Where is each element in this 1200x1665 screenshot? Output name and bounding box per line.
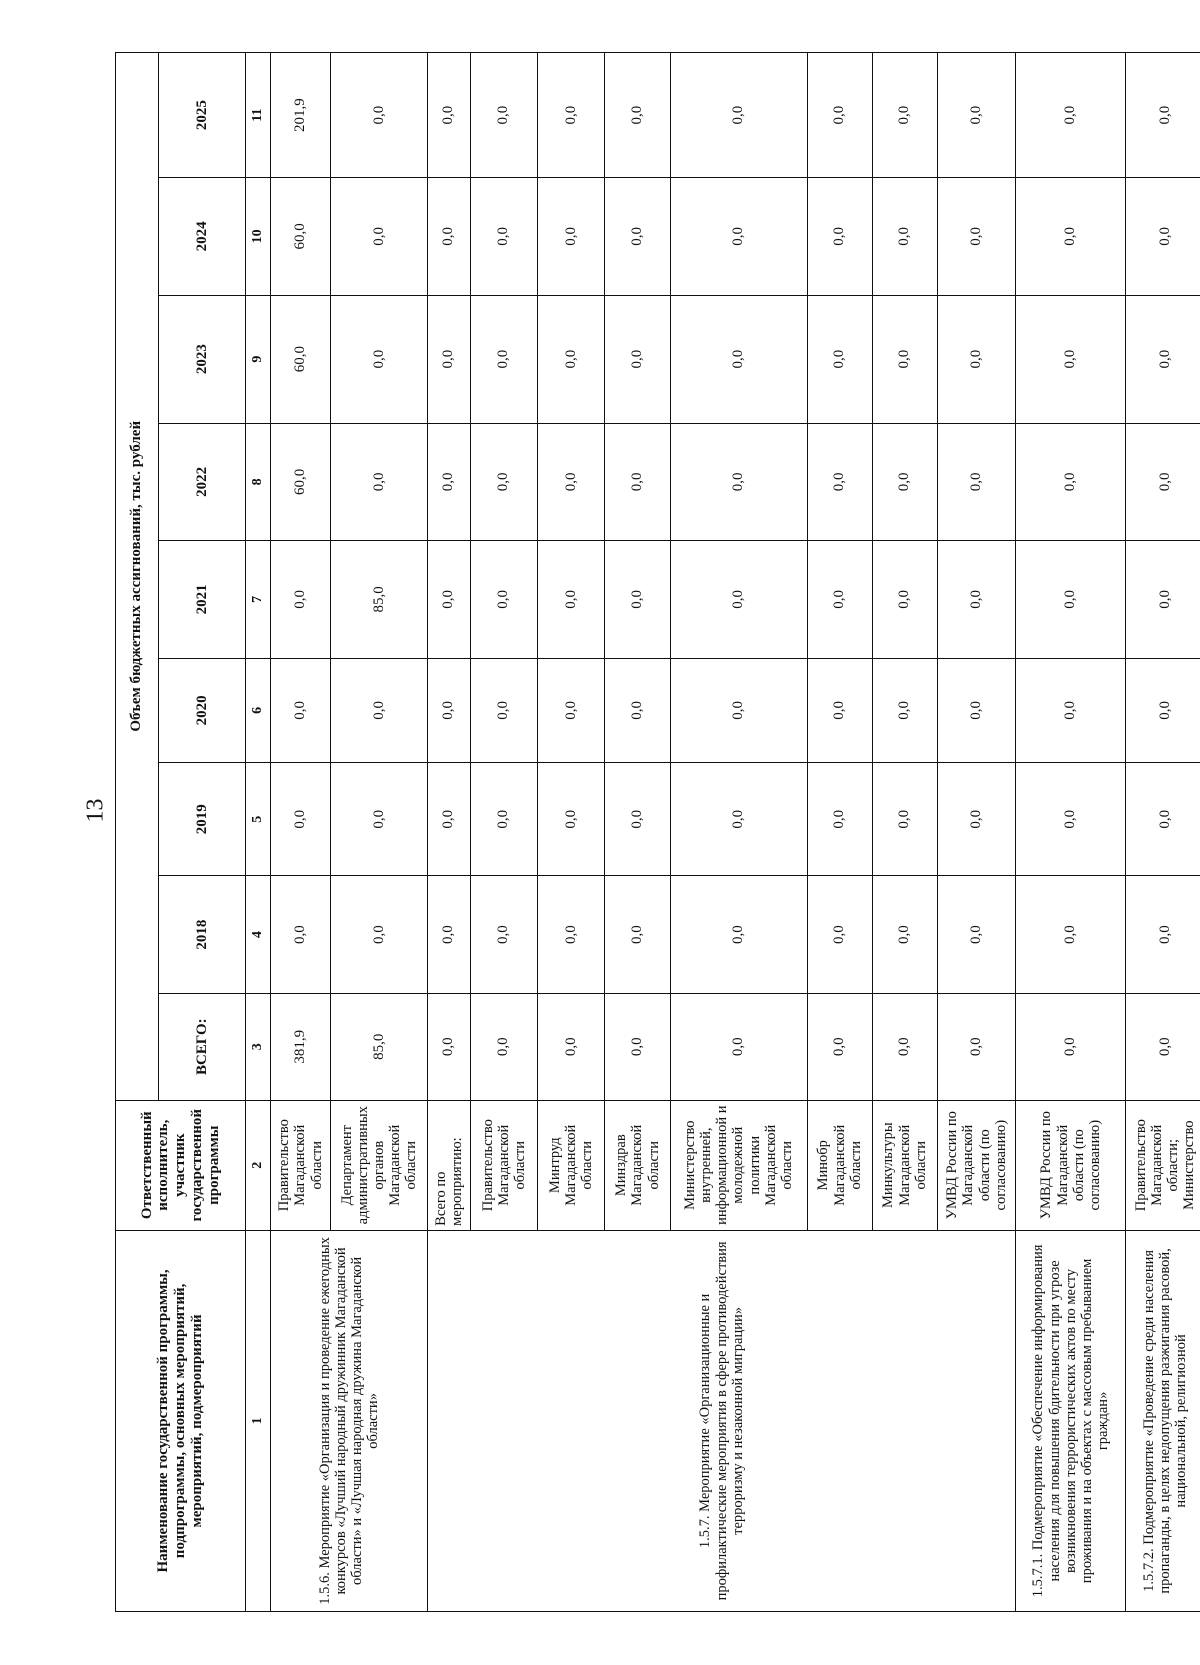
row-executor: Департамент административных органов Магаданской области	[331, 1100, 428, 1230]
header-year: 2023	[158, 295, 246, 423]
row-value: 0,0	[428, 658, 471, 763]
row-value: 0,0	[605, 295, 670, 423]
row-value: 0,0	[807, 763, 872, 876]
row-value: 0,0	[872, 993, 937, 1100]
row-executor: УМВД России по Магаданской области (по согласованию)	[1016, 1100, 1126, 1230]
row-executor: Всего по мероприятию:	[428, 1100, 471, 1230]
column-number: 9	[246, 295, 271, 423]
row-value: 0,0	[670, 993, 807, 1100]
row-value: 0,0	[470, 295, 537, 423]
row-value: 0,0	[331, 763, 428, 876]
row-value: 0,0	[270, 876, 330, 993]
row-value: 0,0	[1126, 876, 1200, 993]
row-executor: Минкультуры Магаданской области	[872, 1100, 937, 1230]
row-value: 0,0	[270, 763, 330, 876]
row-value: 0,0	[670, 876, 807, 993]
row-value: 0,0	[670, 763, 807, 876]
row-value: 0,0	[937, 658, 1016, 763]
row-value: 0,0	[1016, 993, 1126, 1100]
row-value: 0,0	[872, 178, 937, 295]
row-value: 0,0	[670, 541, 807, 658]
row-value: 0,0	[538, 993, 605, 1100]
table-row	[428, 53, 471, 1612]
column-number: 2	[246, 1100, 271, 1230]
row-executor: УМВД России по Магаданской области (по согласованию)	[937, 1100, 1016, 1230]
row-value: 0,0	[605, 763, 670, 876]
row-value: 0,0	[1126, 423, 1200, 540]
header-budget-group: Объем бюджетных ассигнований, тыс. рублей	[116, 53, 159, 1101]
row-value: 0,0	[807, 993, 872, 1100]
row-executor: Минобр Магаданской области	[807, 1100, 872, 1230]
row-value: 0,0	[1016, 423, 1126, 540]
row-value: 0,0	[605, 178, 670, 295]
row-value: 0,0	[807, 541, 872, 658]
row-value: 0,0	[807, 658, 872, 763]
row-value: 0,0	[331, 178, 428, 295]
row-value: 0,0	[807, 53, 872, 178]
row-value: 0,0	[270, 541, 330, 658]
row-value: 0,0	[331, 423, 428, 540]
table-row	[270, 53, 330, 1612]
row-value: 0,0	[872, 763, 937, 876]
column-number: 7	[246, 541, 271, 658]
row-value: 0,0	[807, 423, 872, 540]
row-value: 0,0	[1126, 993, 1200, 1100]
column-number: 5	[246, 763, 271, 876]
row-value: 0,0	[428, 423, 471, 540]
row-value: 0,0	[1016, 876, 1126, 993]
row-value: 85,0	[331, 993, 428, 1100]
row-name: 1.5.6. Мероприятие «Организация и проведение ежегодных конкурсов «Лучший народный дружинник Магаданской области» и «Лучшая народная дружина Магаданской области»	[270, 1230, 427, 1611]
row-name: 1.5.7. Мероприятие «Организационные и профилактические мероприятия в сфере противодействия терроризму и незаконной миграции»	[428, 1230, 1016, 1611]
row-value: 0,0	[605, 53, 670, 178]
row-value: 0,0	[807, 178, 872, 295]
budget-table	[115, 52, 1200, 1612]
row-value: 0,0	[1126, 658, 1200, 763]
row-value: 0,0	[1016, 658, 1126, 763]
column-number: 6	[246, 658, 271, 763]
row-value: 0,0	[1016, 53, 1126, 178]
row-value: 0,0	[331, 53, 428, 178]
row-value: 0,0	[937, 178, 1016, 295]
row-value: 0,0	[1126, 53, 1200, 178]
row-value: 0,0	[470, 423, 537, 540]
row-value: 0,0	[670, 658, 807, 763]
row-value: 0,0	[428, 178, 471, 295]
row-value: 0,0	[470, 876, 537, 993]
row-value: 0,0	[538, 876, 605, 993]
row-value: 0,0	[1126, 541, 1200, 658]
row-value: 0,0	[331, 295, 428, 423]
row-value: 0,0	[428, 53, 471, 178]
row-value: 0,0	[470, 763, 537, 876]
row-value: 0,0	[1016, 541, 1126, 658]
column-number: 4	[246, 876, 271, 993]
row-value: 0,0	[1126, 295, 1200, 423]
row-value: 0,0	[937, 763, 1016, 876]
rotated-table-container	[115, 52, 1200, 1612]
header-year: 2021	[158, 541, 246, 658]
row-value: 0,0	[937, 53, 1016, 178]
row-value: 0,0	[331, 876, 428, 993]
row-value: 0,0	[807, 295, 872, 423]
row-value: 0,0	[605, 876, 670, 993]
row-value: 60,0	[270, 295, 330, 423]
row-value: 0,0	[872, 423, 937, 540]
row-value: 0,0	[1126, 763, 1200, 876]
row-executor: Правительство Магаданской области; Министерство	[1126, 1100, 1200, 1230]
row-name: 1.5.7.1. Подмероприятие «Обеспечение информирования населения для повышения бдительности при угрозе возникновения террористических актов по месту проживания и на объектах с массовым пребыванием граждан»	[1016, 1230, 1126, 1611]
row-value: 0,0	[428, 541, 471, 658]
row-value: 0,0	[538, 178, 605, 295]
row-value: 0,0	[1016, 178, 1126, 295]
column-number: 1	[246, 1230, 271, 1611]
column-number: 10	[246, 178, 271, 295]
row-value: 0,0	[470, 658, 537, 763]
row-value: 0,0	[1126, 178, 1200, 295]
row-value: 0,0	[470, 541, 537, 658]
row-value: 0,0	[937, 423, 1016, 540]
column-number-row	[246, 53, 271, 1612]
row-value: 0,0	[270, 658, 330, 763]
row-value: 0,0	[872, 53, 937, 178]
row-executor: Минтруд Магаданской области	[538, 1100, 605, 1230]
row-value: 0,0	[538, 423, 605, 540]
column-number: 8	[246, 423, 271, 540]
header-year: 2020	[158, 658, 246, 763]
row-value: 0,0	[470, 53, 537, 178]
row-value: 0,0	[670, 53, 807, 178]
row-value: 201,9	[270, 53, 330, 178]
header-year: 2022	[158, 423, 246, 540]
row-value: 0,0	[1016, 763, 1126, 876]
row-value: 0,0	[605, 541, 670, 658]
row-value: 0,0	[428, 876, 471, 993]
row-value: 0,0	[605, 993, 670, 1100]
row-value: 0,0	[428, 295, 471, 423]
row-value: 60,0	[270, 178, 330, 295]
row-value: 0,0	[670, 423, 807, 540]
row-value: 0,0	[872, 876, 937, 993]
row-value: 0,0	[872, 295, 937, 423]
header-year: 2018	[158, 876, 246, 993]
table-row	[1126, 53, 1200, 1612]
row-value: 0,0	[1016, 295, 1126, 423]
row-value: 0,0	[538, 658, 605, 763]
row-executor: Правительство Магаданской области	[470, 1100, 537, 1230]
header-total: ВСЕГО:	[158, 993, 246, 1100]
row-value: 0,0	[872, 658, 937, 763]
row-value: 85,0	[331, 541, 428, 658]
column-number: 3	[246, 993, 271, 1100]
row-value: 0,0	[470, 993, 537, 1100]
row-value: 0,0	[605, 658, 670, 763]
page-number: 13	[82, 798, 109, 823]
row-value: 0,0	[937, 993, 1016, 1100]
row-value: 0,0	[470, 178, 537, 295]
row-value: 381,9	[270, 993, 330, 1100]
row-value: 0,0	[428, 763, 471, 876]
row-executor: Минздрав Магаданской области	[605, 1100, 670, 1230]
row-value: 0,0	[538, 53, 605, 178]
row-value: 0,0	[538, 541, 605, 658]
row-executor: Правительство Магаданской области	[270, 1100, 330, 1230]
row-executor: Министерство внутренней, информационной и молодежной политики Магаданской области	[670, 1100, 807, 1230]
row-value: 0,0	[670, 178, 807, 295]
row-value: 0,0	[872, 541, 937, 658]
row-value: 0,0	[605, 423, 670, 540]
table-row	[1016, 53, 1126, 1612]
header-executor-column: Ответственный исполнитель, участник государственной программы	[116, 1100, 246, 1230]
row-value: 0,0	[937, 295, 1016, 423]
header-year: 2025	[158, 53, 246, 178]
row-value: 0,0	[538, 763, 605, 876]
row-value: 0,0	[670, 295, 807, 423]
header-name-column: Наименование государственной программы, подпрограммы, основных мероприятий, мероприятий, подмероприятий	[116, 1230, 246, 1611]
row-value: 60,0	[270, 423, 330, 540]
row-value: 0,0	[538, 295, 605, 423]
header-row-1	[116, 53, 159, 1612]
column-number: 11	[246, 53, 271, 178]
header-year: 2019	[158, 763, 246, 876]
row-value: 0,0	[428, 993, 471, 1100]
row-value: 0,0	[807, 876, 872, 993]
row-name: 1.5.7.2. Подмероприятие «Проведение среди населения пропаганды, в целях недопущения разжигания расовой, национальной, религиозной	[1126, 1230, 1200, 1611]
row-value: 0,0	[937, 876, 1016, 993]
header-year: 2024	[158, 178, 246, 295]
row-value: 0,0	[331, 658, 428, 763]
row-value: 0,0	[937, 541, 1016, 658]
